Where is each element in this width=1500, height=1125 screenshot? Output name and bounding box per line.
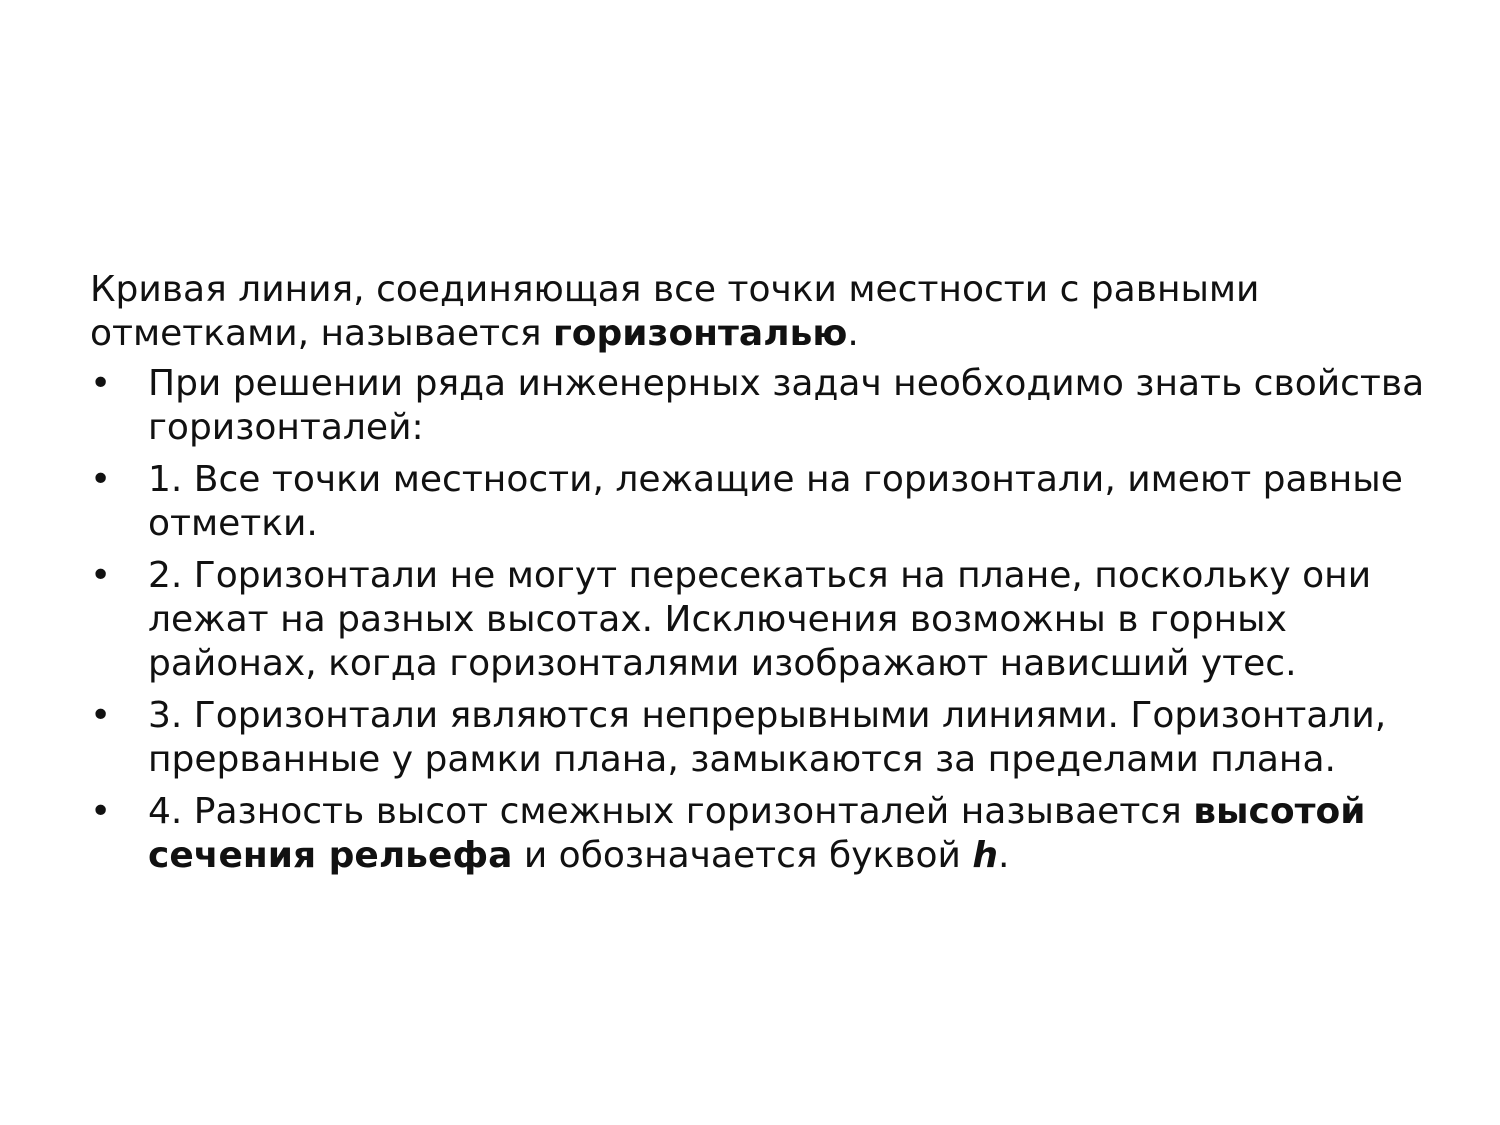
properties-list [90, 362, 1425, 878]
bullet-icon: • [90, 459, 112, 500]
bullet-icon: • [90, 555, 112, 596]
list-item-text-middle: и обозначается буквой [512, 835, 973, 876]
list-item [90, 790, 1425, 878]
list-item-term: высотой сечения рельефа [148, 791, 1366, 876]
intro-term: горизонталью [552, 313, 848, 354]
bullet-icon: • [90, 791, 112, 832]
bullet-icon: • [90, 695, 112, 736]
list-item-text: 1. Все точки местности, лежащие на горизонтали, имеют равные отметки. [148, 459, 1403, 544]
intro-period: . [847, 313, 859, 354]
slide-content [90, 268, 1425, 886]
list-item-text [148, 791, 1365, 876]
intro-text: Кривая линия, соединяющая все точки местности с равными отметками, называется [90, 269, 1260, 354]
list-item-symbol: h [972, 835, 998, 876]
bullet-icon: • [90, 363, 112, 404]
list-item-text: 2. Горизонтали не могут пересекаться на плане, поскольку они лежат на разных высотах. Исключения возможны в горных районах, когда горизонталями изображают нависший утес. [148, 555, 1372, 684]
list-item-text-start: 4. Разность высот смежных горизонталей называется [148, 791, 1194, 832]
list-item-text-end: . [997, 835, 1010, 876]
list-item [90, 458, 1425, 546]
list-item-text: 3. Горизонтали являются непрерывными линиями. Горизонтали, прерванные у рамки плана, замыкаются за пределами плана. [148, 695, 1387, 780]
list-item [90, 694, 1425, 782]
list-item [90, 362, 1425, 450]
list-item [90, 554, 1425, 686]
intro-paragraph [90, 268, 1425, 356]
list-item-text: При решении ряда инженерных задач необходимо знать свойства горизонталей: [148, 363, 1425, 448]
